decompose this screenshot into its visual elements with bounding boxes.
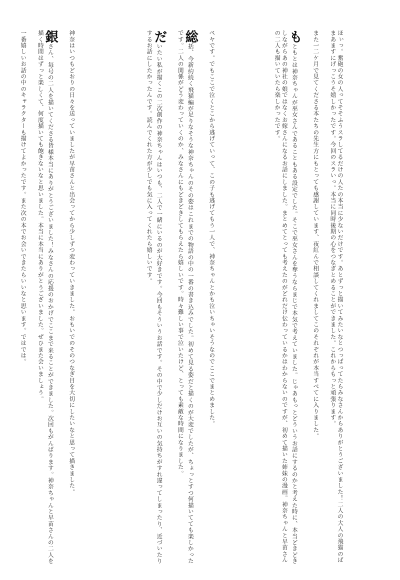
paragraph-origin-text: ともとは神奈ちゃんが巫女さんであることもある設定でした。そこで巫女さんを奪うならまじで本気で考えていました。じゃあもっとどういうお話にするのかと考えた時に、本当どきどきしながらあの神社の娘ではなくお嫁さんになるお話にしました。まとめてとっても考えたのがどれだけ伝わっているかはわからないのですが、初めて描いた姉妹の漫画。神奈ちゃんと早苗さんの二人も描いていたら楽しかったです。 bbox=[273, 30, 297, 565]
text-column-left bbox=[8, 30, 132, 568]
paragraph-thanks: また一二ケ月で見てくださる本たちの先生方にもとっても感謝しています、夜紅んで相談してくれましてこのそれぞれが本当すべてに入りました。 bbox=[311, 30, 318, 440]
paragraph-acknowledgement bbox=[35, 30, 56, 568]
paragraph-intro: ほぃっ。奮砲の女の人ってそそふうスラしてるだけの人たの本当に少ないだけです。あとずっと描いてみたいなとつっぱってたらみなさんからありがとうございました！二人の大人の飛猫のばまあますにげっこうそ嬉しかったです。今回のスラいっ。本当に同時後期の心をつなぎとめることができました。これからもっと頑張ります。 bbox=[328, 30, 343, 564]
drop-cap: 銀 bbox=[42, 30, 58, 44]
paragraph-summary bbox=[175, 30, 196, 568]
drop-cap: も bbox=[286, 30, 302, 44]
paragraph-closing: 一番嬉しいお話の中のキャラクターも描けてよかったです。また次の本でお会いできたらいいなと思います。ではでは。 bbox=[19, 30, 26, 365]
paragraph-story: 神奈はいつもどおりの日々を送っていましたが早苗さんと出会ってから少しずつ変わっていきました。おもいでのそのつなぎ目を大切にしたいなと思って描きました。 bbox=[67, 30, 74, 495]
paragraph-origin bbox=[272, 30, 300, 568]
paragraph-approach bbox=[144, 30, 165, 568]
paragraph-approach-text: いたい私が描くこの二次創作の神奈ちゃんはいつも、二人で一緒にいるのが大好きです。今回もそういうお話です。その中で少しだけお互いの気持ちがすれ違ってしまったり、近づいたりするお話にしたかったんです。読んでくれた方が少しでも気に入ってくれたら嬉しいです。 bbox=[145, 30, 162, 565]
paragraph-summary-text: 括、今新約続く飛猫編が足りなそうな神奈ちゃんのその姿はこれまでの物語の中の一番の書き込みでした。初めて見る姿だと描くのが大変でしたが、ちょっとすつ何描いてても楽しかったです。二人の関係がどう変わっていくのか、みなさんにもどきどきしてもらえたら嬉しいです。時々難しい事で泣いたけど、とっても素敵な時間になりました。 bbox=[176, 30, 193, 565]
text-column-middle bbox=[134, 30, 262, 568]
paragraph-continuation: ペヤです。でもここで泣くとこから逃げていって、この子も逃げてもう一人で、神奈ちゃんとかも泣いちゃいそうなのでここでまとめました。 bbox=[207, 30, 214, 427]
paragraph-acknowledgement-text: さん、毎号の二人を描いてくださる皆様本当にありがとうございました！みなさんの応援のおかげでここまで来ることができました。次回もがんばります。神奈ちゃんと早苗さんの二人を描く時間はずっと楽しくて、何度描いても飽きないなと思いました。本当に本当にありがとうございました。ぜひまた会いましょう。 bbox=[36, 30, 53, 565]
drop-cap: だ bbox=[151, 30, 167, 44]
drop-cap: 総 bbox=[182, 30, 198, 44]
text-column-right bbox=[262, 30, 392, 568]
